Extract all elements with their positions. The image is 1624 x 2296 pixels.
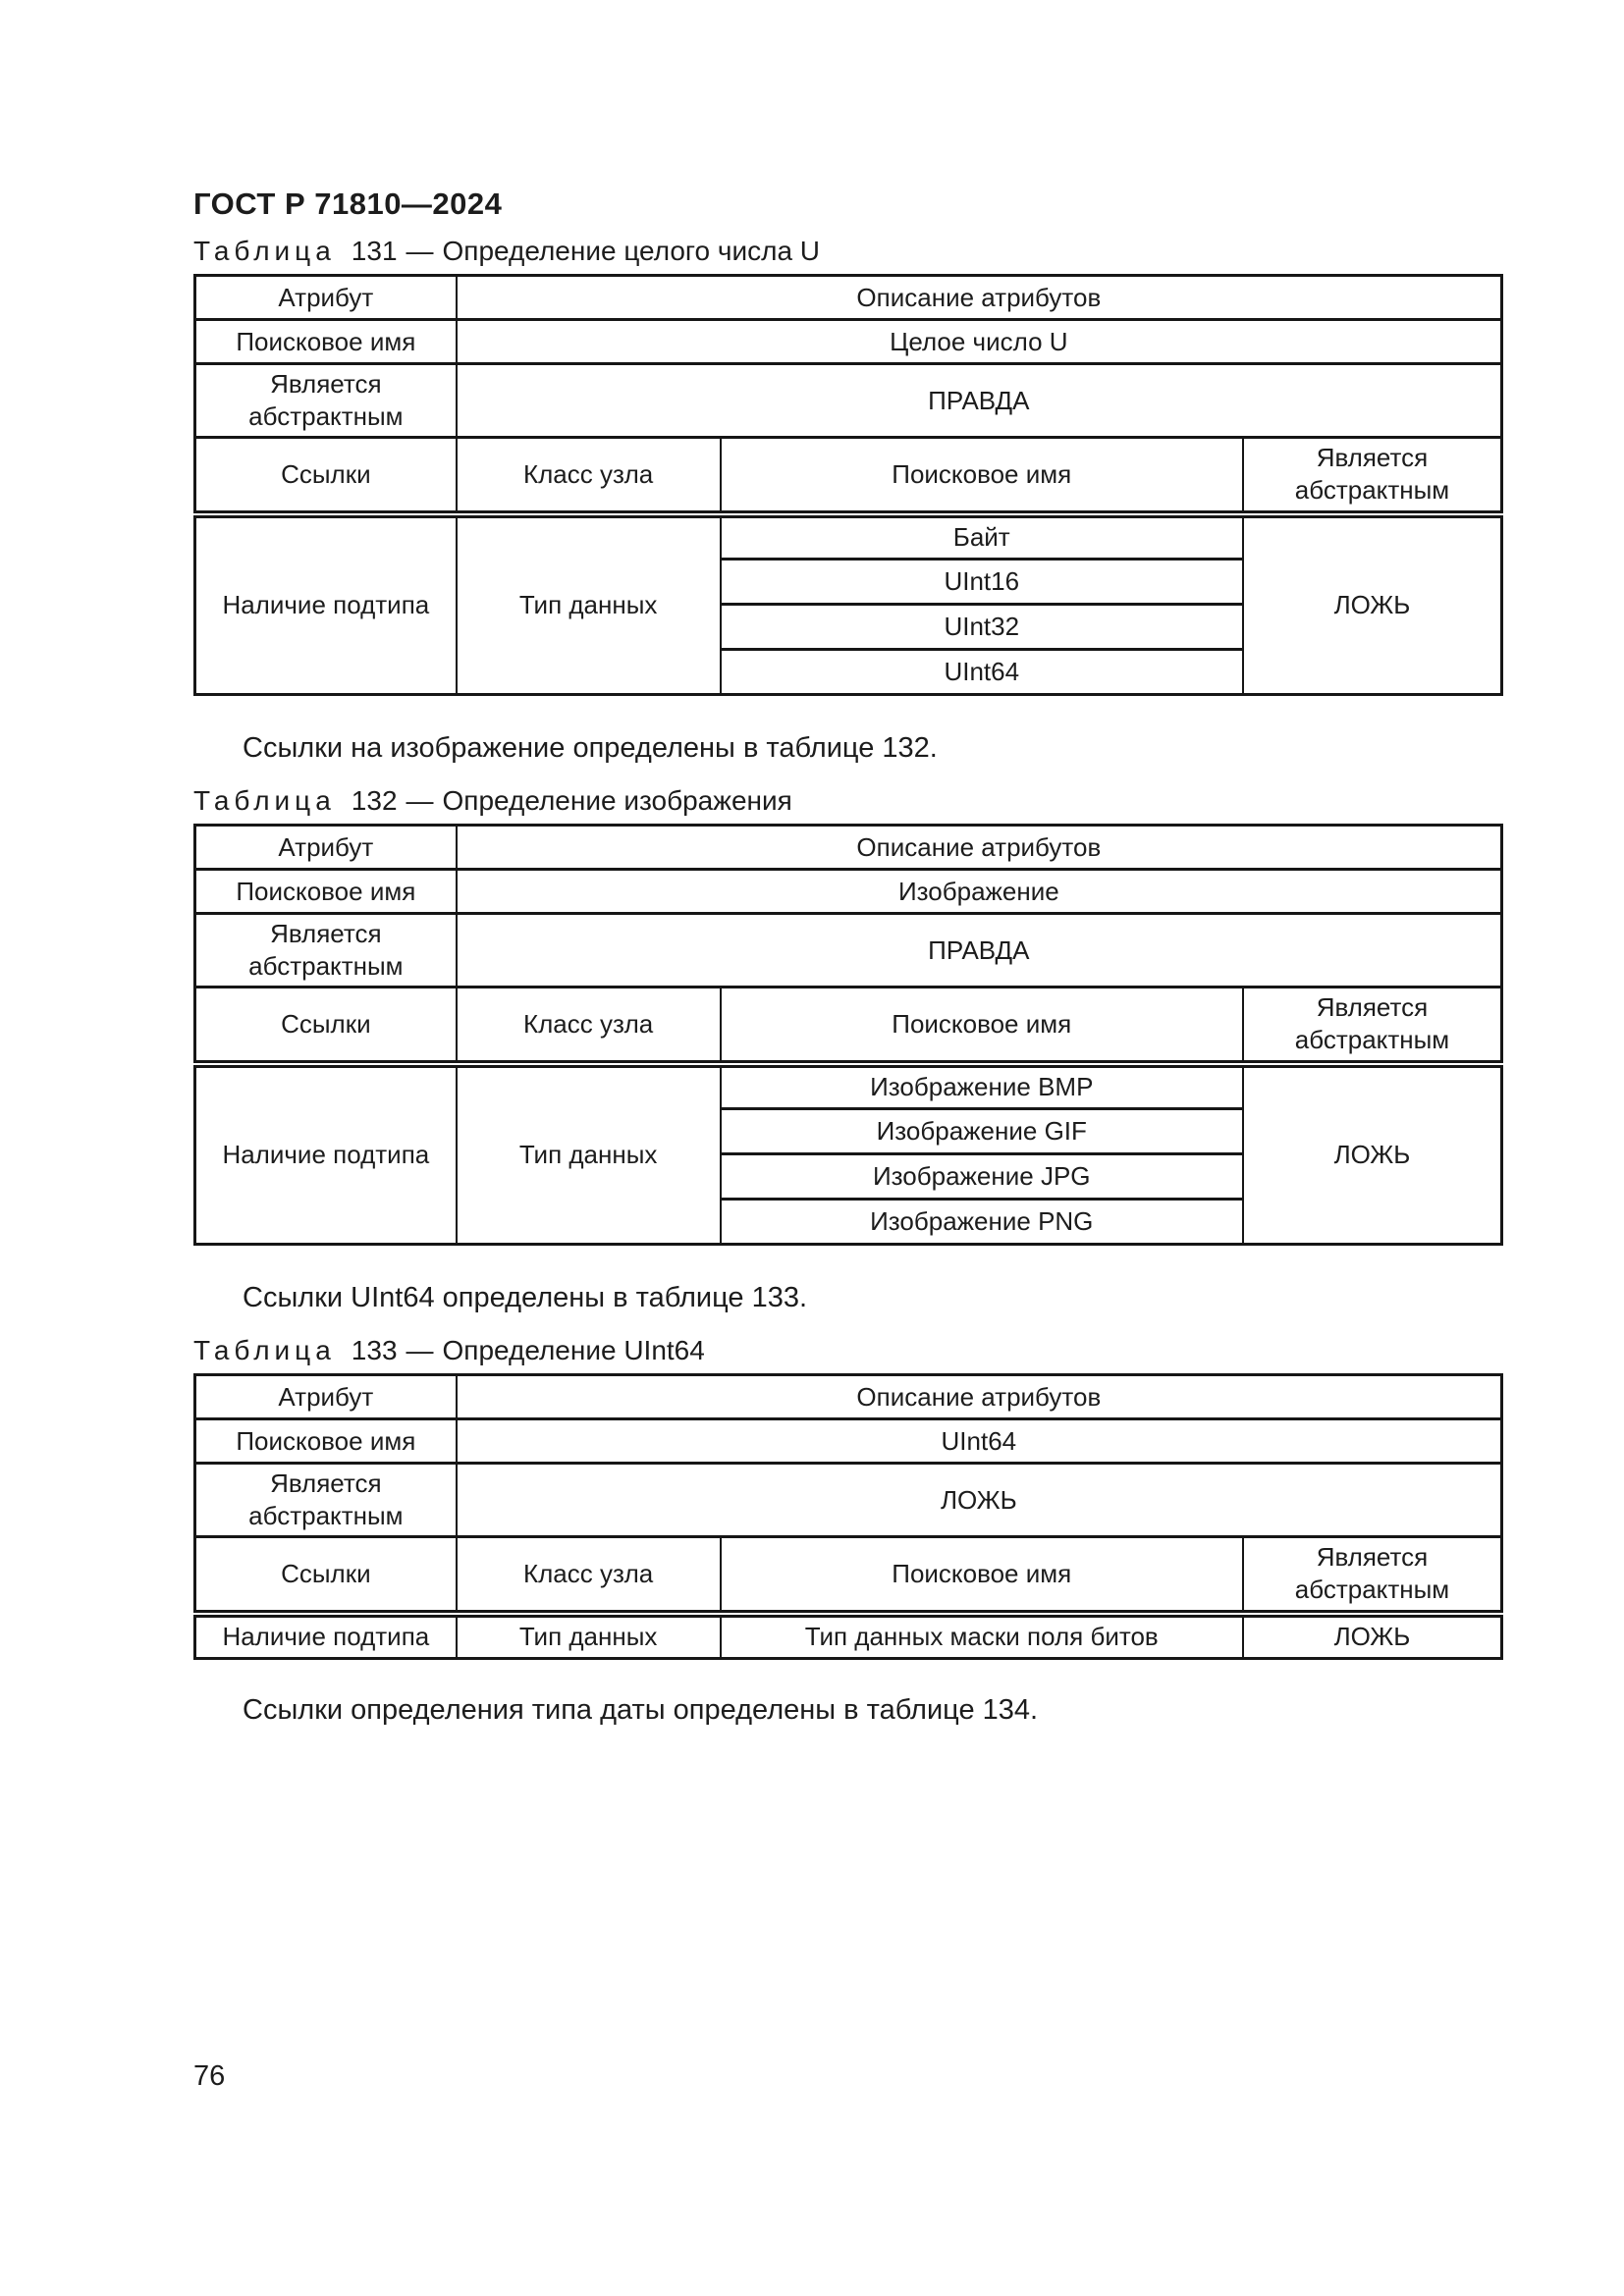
cell-browse-name-value: UInt64: [457, 1419, 1502, 1464]
table-caption-title: Определение целого числа U: [442, 236, 821, 266]
table-row: [195, 276, 1502, 320]
attribute-definition-table: [193, 1373, 1503, 1660]
table-row: [195, 1419, 1502, 1464]
cell-is-abstract-header: Является абстрактным: [1243, 988, 1502, 1064]
document-header: ГОСТ Р 71810—2024: [193, 187, 503, 221]
table-caption-title: Определение UInt64: [442, 1335, 705, 1365]
cell-attribute-label: Атрибут: [195, 1375, 457, 1419]
cell-subtype-is-abstract: ЛОЖЬ: [1243, 514, 1502, 695]
cell-subtype-is-abstract: ЛОЖЬ: [1243, 1614, 1502, 1659]
cell-subtype-name: Изображение JPG: [721, 1154, 1243, 1200]
cell-subtype-name: Тип данных маски поля битов: [721, 1614, 1243, 1659]
table-caption-dash: —: [406, 236, 434, 266]
cell-node-class-header: Класс узла: [457, 438, 721, 514]
tables-area: [193, 236, 1503, 1727]
table-row: [195, 320, 1502, 364]
cell-subtype-name: UInt64: [721, 650, 1243, 695]
cell-is-abstract-header: Является абстрактным: [1243, 438, 1502, 514]
table-caption: [193, 236, 1503, 267]
cell-node-class-header: Класс узла: [457, 988, 721, 1064]
cell-has-subtype-label: Наличие подтипа: [195, 1614, 457, 1659]
cell-attribute-label: Атрибут: [195, 826, 457, 870]
cell-references-header: Ссылки: [195, 988, 457, 1064]
table-caption-word: Таблица: [193, 785, 336, 816]
cell-has-subtype-label: Наличие подтипа: [195, 514, 457, 695]
cell-attribute-description: Описание атрибутов: [457, 826, 1502, 870]
table-caption-word: Таблица: [193, 236, 336, 266]
table-row: [195, 1375, 1502, 1419]
cell-subtype-name: Изображение GIF: [721, 1109, 1243, 1154]
cell-is-abstract-value: ЛОЖЬ: [457, 1464, 1502, 1537]
note-paragraph: Ссылки на изображение определены в таблице 132.: [243, 732, 938, 764]
attribute-definition-table: [193, 274, 1503, 696]
cell-subtype-name: Изображение PNG: [721, 1200, 1243, 1245]
cell-references-header: Ссылки: [195, 1537, 457, 1614]
cell-browse-name-header: Поисковое имя: [721, 438, 1243, 514]
cell-subtype-name: UInt16: [721, 560, 1243, 605]
cell-browse-name-value: Целое число U: [457, 320, 1502, 364]
cell-subtype-name: Байт: [721, 514, 1243, 560]
table-row: [195, 1064, 1502, 1109]
cell-browse-name-label: Поисковое имя: [195, 1419, 457, 1464]
table-row: [195, 1537, 1502, 1614]
table-caption: [193, 785, 1503, 817]
table-caption-number: 133: [351, 1335, 398, 1365]
cell-attribute-label: Атрибут: [195, 276, 457, 320]
page-content: [193, 187, 1503, 1727]
cell-has-subtype-label: Наличие подтипа: [195, 1064, 457, 1245]
cell-node-class-value: Тип данных: [457, 1064, 721, 1245]
note-paragraph: Ссылки определения типа даты определены в таблице 134.: [243, 1694, 1039, 1726]
table-row: [195, 1464, 1502, 1537]
cell-browse-name-label: Поисковое имя: [195, 320, 457, 364]
cell-is-abstract-header: Является абстрактным: [1243, 1537, 1502, 1614]
cell-subtype-is-abstract: ЛОЖЬ: [1243, 1064, 1502, 1245]
table-caption-dash: —: [406, 785, 434, 816]
table-caption: [193, 1335, 1503, 1366]
table-caption-number: 131: [351, 236, 398, 266]
table-caption-title: Определение изображения: [442, 785, 792, 816]
cell-references-header: Ссылки: [195, 438, 457, 514]
cell-subtype-name: Изображение BMP: [721, 1064, 1243, 1109]
cell-is-abstract-label: Является абстрактным: [195, 364, 457, 438]
cell-attribute-description: Описание атрибутов: [457, 1375, 1502, 1419]
cell-browse-name-header: Поисковое имя: [721, 1537, 1243, 1614]
table-caption-number: 132: [351, 785, 398, 816]
cell-is-abstract-value: ПРАВДА: [457, 914, 1502, 988]
cell-node-class-value: Тип данных: [457, 1614, 721, 1659]
table-caption-dash: —: [406, 1335, 434, 1365]
table-row: [195, 826, 1502, 870]
cell-subtype-name: UInt32: [721, 605, 1243, 650]
cell-node-class-header: Класс узла: [457, 1537, 721, 1614]
cell-is-abstract-label: Является абстрактным: [195, 914, 457, 988]
table-row: [195, 514, 1502, 560]
table-caption-word: Таблица: [193, 1335, 336, 1365]
attribute-definition-table: [193, 824, 1503, 1246]
page-number: 76: [193, 2060, 226, 2092]
table-row: [195, 988, 1502, 1064]
note-paragraph: Ссылки UInt64 определены в таблице 133.: [243, 1282, 808, 1313]
cell-attribute-description: Описание атрибутов: [457, 276, 1502, 320]
table-row: [195, 438, 1502, 514]
table-row: [195, 1614, 1502, 1659]
cell-is-abstract-value: ПРАВДА: [457, 364, 1502, 438]
cell-browse-name-label: Поисковое имя: [195, 870, 457, 914]
table-row: [195, 914, 1502, 988]
table-row: [195, 364, 1502, 438]
cell-browse-name-header: Поисковое имя: [721, 988, 1243, 1064]
cell-is-abstract-label: Является абстрактным: [195, 1464, 457, 1537]
cell-node-class-value: Тип данных: [457, 514, 721, 695]
table-row: [195, 870, 1502, 914]
cell-browse-name-value: Изображение: [457, 870, 1502, 914]
